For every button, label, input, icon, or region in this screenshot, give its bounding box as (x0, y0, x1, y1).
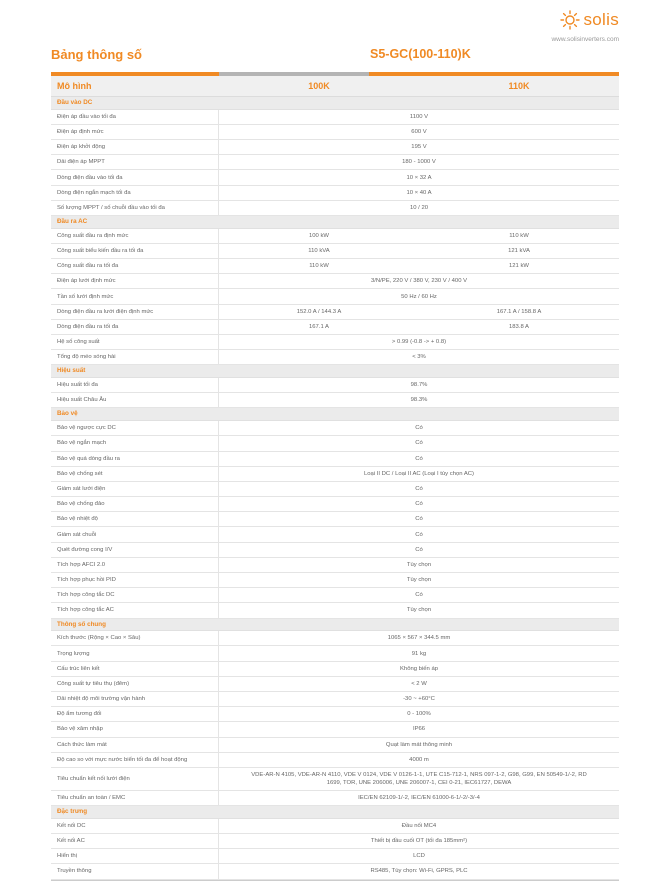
brand-name: solis (583, 10, 619, 29)
row-label: Dải điện áp MPPT (51, 155, 219, 169)
table-row (51, 305, 619, 320)
table-row (51, 229, 619, 244)
row-value: RS485, Tùy chọn: Wi-Fi, GPRS, PLC (370, 868, 468, 875)
row-value: < 2 W (411, 680, 427, 687)
row-value-110k: 183.8 A (509, 323, 529, 330)
row-label: Bảo vệ xâm nhập (51, 722, 219, 736)
row-label: Cách thức làm mát (51, 738, 219, 752)
row-value: 600 V (411, 128, 427, 135)
row-value: Tùy chọn (406, 561, 432, 568)
table-row (51, 436, 619, 451)
row-value: 98.7% (410, 382, 428, 389)
row-value-110k: 167.1 A / 158.8 A (496, 308, 542, 315)
row-value: 180 - 1000 V (402, 159, 436, 166)
row-value: Có (415, 440, 423, 447)
row-label: Trọng lượng (51, 646, 219, 660)
row-label: Tiêu chuẩn an toàn / EMC (51, 791, 219, 805)
header-accent-line (51, 72, 619, 76)
row-value: -30 ~ +60°C (403, 696, 435, 703)
table-body (51, 97, 619, 880)
row-value: 91 kg (411, 650, 427, 657)
table-row (51, 692, 619, 707)
header-110k: 110K (508, 81, 530, 91)
table-row (51, 588, 619, 603)
row-label: Bảo vệ chống đảo (51, 497, 219, 511)
row-value: Có (415, 485, 423, 492)
row-value: Có (415, 546, 423, 553)
row-label: Dòng điện ngắn mạch tối đa (51, 186, 219, 200)
row-label: Hiển thị (51, 849, 219, 863)
row-value: 195 V (411, 144, 427, 151)
table-row (51, 791, 619, 806)
table-row (51, 677, 619, 692)
row-value: 10 × 40 A (406, 189, 432, 196)
table-row (51, 738, 619, 753)
row-value-100k: 167.1 A (309, 323, 329, 330)
table-row (51, 452, 619, 467)
row-label: Công suất tự tiêu thụ (đêm) (51, 677, 219, 691)
row-value-110k: 121 kVA (508, 247, 530, 254)
table-row (51, 110, 619, 125)
row-label: Điện áp lưới định mức (51, 274, 219, 288)
table-row (51, 662, 619, 677)
row-value: Có (415, 516, 423, 523)
row-label: Hiệu suất tối đa (51, 378, 219, 392)
table-row (51, 512, 619, 527)
table-row (51, 603, 619, 618)
table-row (51, 527, 619, 542)
row-value: Có (415, 531, 423, 538)
row-label: Số lượng MPPT / số chuỗi đầu vào tối đa (51, 201, 219, 215)
table-row (51, 819, 619, 834)
row-value-100k: 100 kW (309, 232, 329, 239)
row-value: IEC/EN 62109-1/-2, IEC/EN 61000-6-1/-2/-3/-4 (358, 795, 480, 802)
row-label: Công suất biểu kiến đầu ra tối đa (51, 244, 219, 258)
row-value-100k: 110 kVA (308, 247, 330, 254)
table-row (51, 155, 619, 170)
table-row (51, 646, 619, 661)
row-label: Điện áp định mức (51, 125, 219, 139)
header-model-label: Mô hình (57, 81, 92, 91)
row-label: Truyền thông (51, 864, 219, 878)
row-label: Tiêu chuẩn kết nối lưới điện (51, 768, 219, 790)
row-value: < 3% (412, 354, 426, 361)
table-row (51, 378, 619, 393)
row-label: Tích hợp phục hồi PID (51, 573, 219, 587)
row-value-100k: 110 kW (309, 263, 329, 270)
row-label: Độ cao so với mực nước biển tối đa để hoạt động (51, 753, 219, 767)
row-value: Không biến áp (400, 665, 438, 672)
table-row (51, 558, 619, 573)
row-label: Dòng điện đầu ra tối đa (51, 320, 219, 334)
row-label: Hệ số công suất (51, 335, 219, 349)
row-value: 1065 × 567 × 344.5 mm (387, 635, 451, 642)
row-label: Kết nối DC (51, 819, 219, 833)
row-label: Giám sát lưới điện (51, 482, 219, 496)
table-row (51, 170, 619, 185)
row-label: Bảo vệ ngắn mạch (51, 436, 219, 450)
table-row (51, 335, 619, 350)
spec-table (51, 72, 619, 881)
row-value: LCD (413, 853, 425, 860)
table-row (51, 864, 619, 879)
table-row (51, 274, 619, 289)
sun-icon (560, 10, 580, 30)
row-label: Giám sát chuỗi (51, 527, 219, 541)
row-value: Quạt làm mát thông minh (385, 741, 453, 748)
row-label: Tổng độ méo sóng hài (51, 350, 219, 364)
row-label: Tích hợp công tắc AC (51, 603, 219, 617)
table-row (51, 201, 619, 216)
section-header: Bảo vệ (51, 408, 619, 421)
table-row (51, 573, 619, 588)
row-label: Tích hợp công tắc DC (51, 588, 219, 602)
row-label: Quét đường cong I/V (51, 543, 219, 557)
row-label: Tần số lưới định mức (51, 289, 219, 303)
row-value: 3/N/PE, 220 V / 380 V, 230 V / 400 V (370, 278, 468, 285)
row-label: Kết nối AC (51, 834, 219, 848)
section-header: Thông số chung (51, 619, 619, 632)
row-value: VDE-AR-N 4105, VDE-AR-N 4110, VDE V 0124, VDE V 0126-1-1, UTE C15-712-1, NRS 097-1-2, G98, G99, EN 50549-1/-2, RD 1699, TOR, UNE 206006, UNE 206007-1, CEI 0-21, IEC61727, DEWA (251, 771, 587, 786)
section-header: Đặc trưng (51, 806, 619, 819)
table-row (51, 244, 619, 259)
row-label: Dải nhiệt độ môi trường vận hành (51, 692, 219, 706)
website-url[interactable]: www.solisinverters.com (551, 36, 619, 43)
row-label: Công suất đầu ra định mức (51, 229, 219, 243)
table-row (51, 834, 619, 849)
table-row (51, 497, 619, 512)
row-label: Dòng điện đầu ra lưới điện định mức (51, 305, 219, 319)
table-row (51, 186, 619, 201)
table-row (51, 125, 619, 140)
header-100k: 100K (308, 81, 330, 91)
table-row (51, 421, 619, 436)
table-header (51, 76, 619, 97)
row-label: Điện áp khởi động (51, 140, 219, 154)
row-label: Bảo vệ chống sét (51, 467, 219, 481)
row-value-100k: 152.0 A / 144.3 A (296, 308, 342, 315)
section-header: Đầu ra AC (51, 216, 619, 229)
table-row (51, 320, 619, 335)
row-value: 4000 m (409, 756, 429, 763)
row-value-110k: 110 kW (509, 232, 529, 239)
table-row (51, 543, 619, 558)
row-label: Bảo vệ ngược cực DC (51, 421, 219, 435)
row-value: 0 - 100% (407, 711, 431, 718)
row-value-110k: 121 kW (509, 263, 529, 270)
row-value: > 0.99 (-0.8 -> + 0.8) (391, 339, 447, 346)
table-row (51, 482, 619, 497)
row-label: Hiệu suất Châu Âu (51, 393, 219, 407)
table-row (51, 259, 619, 274)
row-value: Có (415, 592, 423, 599)
doc-title: Bảng thông số (51, 47, 142, 62)
table-row (51, 140, 619, 155)
row-value: 10 / 20 (409, 204, 428, 211)
table-row (51, 707, 619, 722)
table-row (51, 393, 619, 408)
section-header: Đầu vào DC (51, 97, 619, 110)
table-row (51, 849, 619, 864)
table-row (51, 350, 619, 365)
row-label: Tích hợp AFCI 2.0 (51, 558, 219, 572)
row-label: Độ ẩm tương đối (51, 707, 219, 721)
row-value: IP66 (412, 726, 426, 733)
row-value: 50 Hz / 60 Hz (401, 293, 437, 300)
row-value: Có (415, 425, 423, 432)
row-value: 1100 V (409, 113, 429, 120)
section-header: Hiệu suất (51, 365, 619, 378)
table-row (51, 467, 619, 482)
row-value: Có (415, 501, 423, 508)
row-value: Tùy chọn (406, 577, 432, 584)
row-label: Điện áp đầu vào tối đa (51, 110, 219, 124)
row-value: Có (415, 455, 423, 462)
table-row (51, 753, 619, 768)
row-label: Công suất đầu ra tối đa (51, 259, 219, 273)
row-value: Thiết bị đầu cuối OT (tối đa 185mm²) (370, 838, 468, 845)
table-row (51, 631, 619, 646)
model-title: S5-GC(100-110)K (370, 47, 471, 61)
row-label: Bảo vệ quá dòng đầu ra (51, 452, 219, 466)
table-row (51, 768, 619, 791)
row-value: 10 × 32 A (406, 174, 432, 181)
row-label: Dòng điện đầu vào tối đa (51, 170, 219, 184)
row-value: 98.3% (410, 397, 428, 404)
row-value: Tùy chọn (406, 607, 432, 614)
row-value: Loại II DC / Loại II AC (Loại I tùy chọn AC) (363, 470, 474, 477)
table-row (51, 289, 619, 304)
row-label: Kích thước (Rộng × Cao × Sâu) (51, 631, 219, 645)
row-label: Bảo vệ nhiệt độ (51, 512, 219, 526)
table-row (51, 722, 619, 737)
row-label: Cấu trúc liên kết (51, 662, 219, 676)
solis-logo (560, 10, 619, 30)
row-value: Đầu nối MC4 (401, 822, 437, 829)
